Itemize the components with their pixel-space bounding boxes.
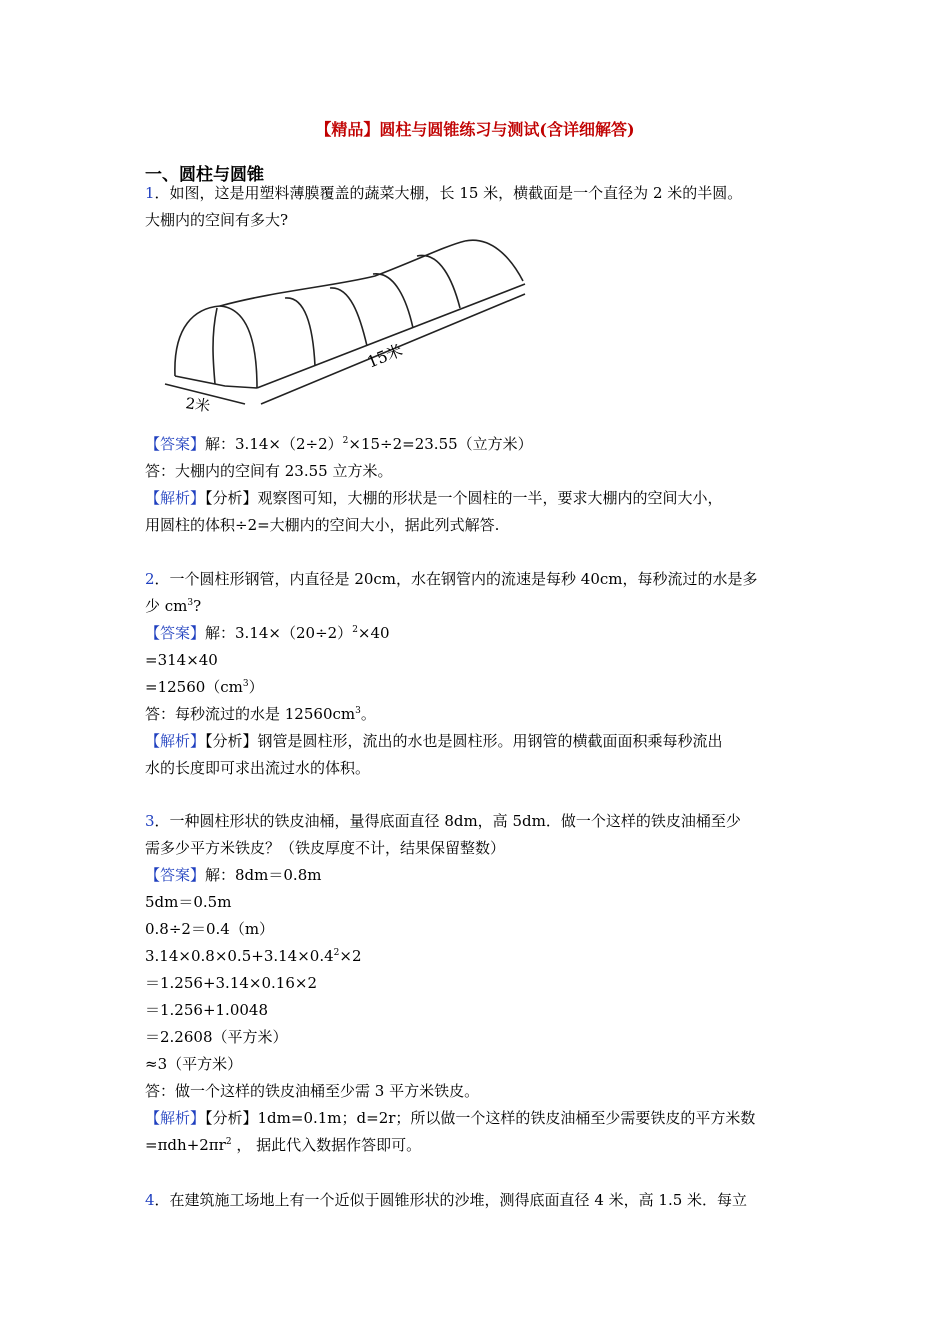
q3-ana-b1: =πdh+2πr [145, 1136, 226, 1154]
q2-l4b: 。 [360, 705, 376, 723]
q3-answer-line [145, 865, 321, 885]
greenhouse-figure [145, 236, 530, 416]
q3-calc-line-4 [145, 946, 362, 966]
q1-text-line-2: 大棚内的空间有多大? [145, 211, 289, 229]
q3-calc-line-6: ＝1.256+1.0048 [145, 1001, 268, 1019]
q3-calc-line-9: 答：做一个这样的铁皮油桶至少需 3 平方米铁皮。 [145, 1082, 480, 1100]
q2-calc-line-4 [145, 704, 376, 724]
q2-l3a: =12560（cm [145, 678, 243, 696]
q4-text-a: ．在建筑施工场地上有一个近似于圆锥形状的沙堆，测得底面直径 4 米，高 1.5 米．每立 [154, 1191, 748, 1209]
q4-number: 4 [145, 1191, 155, 1209]
q2-text-b2: ? [193, 597, 202, 615]
q3-text-a: ．一种圆柱形状的铁皮油桶，量得底面直径 8dm，高 5dm．做一个这样的铁皮油桶至少 [154, 812, 741, 830]
q3-calc-line-5: ＝1.256+3.14×0.16×2 [145, 974, 317, 992]
q4-text-line-1 [145, 1190, 747, 1210]
q1-number: 1 [145, 184, 155, 202]
q3-text-line-2: 需多少平方米铁皮？（铁皮厚度不计，结果保留整数） [145, 839, 506, 857]
q2-answer-line [145, 623, 390, 643]
q3-l4a: 3.14×0.8×0.5+3.14×0.4 [145, 947, 334, 965]
q3-calc-line-7: ＝2.2608（平方米） [145, 1028, 288, 1046]
q2-number: 2 [145, 570, 155, 588]
q2-text-line-2 [145, 596, 201, 616]
q3-analysis-line-2 [145, 1135, 421, 1155]
fig-length-label: 15米 [364, 340, 406, 372]
q2-ans-sup: 2 [352, 625, 358, 635]
q2-calc-line-3 [145, 677, 264, 697]
q1-analysis-line-2: 用圆柱的体积÷2=大棚内的空间大小，据此列式解答. [145, 516, 500, 534]
q3-calc-line-2: 5dm＝0.5m [145, 893, 232, 911]
q3-ana-b-sup: 2 [225, 1137, 232, 1147]
q2-l3b: ） [248, 678, 264, 696]
q1-text-a: ．如图，这是用塑料薄膜覆盖的蔬菜大棚，长 15 米，横截面是一个直径为 2 米的半圆。 [154, 184, 743, 202]
q1-analysis-line-1 [145, 488, 723, 508]
analysis-tag: 【解析】 [145, 732, 206, 750]
q2-l4sup: 3 [355, 706, 361, 716]
q2-ans-b: ×40 [357, 624, 390, 642]
answer-tag: 【答案】 [145, 435, 206, 453]
answer-tag: 【答案】 [145, 866, 206, 884]
q3-analysis-line-1 [145, 1108, 755, 1128]
document-title: 【精品】圆柱与圆锥练习与测试(含详细解答) [315, 120, 635, 139]
q3-ans-a: 解：8dm＝0.8m [205, 866, 322, 884]
q3-calc-line-8: ≈3（平方米） [145, 1055, 243, 1073]
q1-text-line-1 [145, 183, 742, 203]
q2-ans-a: 解：3.14×（20÷2） [205, 624, 353, 642]
q3-l4b: ×2 [339, 947, 362, 965]
q2-ana-a: 【分析】钢管是圆柱形，流出的水也是圆柱形。用钢管的横截面面积乘每秒流出 [205, 732, 723, 750]
q2-analysis-line-1 [145, 731, 723, 751]
q3-l4sup: 2 [333, 948, 340, 958]
analysis-tag: 【解析】 [145, 1109, 206, 1127]
section-heading: 一、圆柱与圆锥 [145, 165, 264, 185]
q1-answer-line [145, 434, 533, 454]
q1-ana-a: 【分析】观察图可知，大棚的形状是一个圆柱的一半，要求大棚内的空间大小， [205, 489, 723, 507]
q2-l4a: 答：每秒流过的水是 12560cm [145, 705, 356, 723]
answer-tag: 【答案】 [145, 624, 206, 642]
q3-number: 3 [145, 812, 155, 830]
q2-text-b-sup: 3 [187, 598, 194, 608]
analysis-tag: 【解析】 [145, 489, 206, 507]
q2-l3sup: 3 [242, 679, 249, 689]
q1-answer-line-2: 答：大棚内的空间有 23.55 立方米。 [145, 462, 393, 480]
q3-ana-b2: ， 据此代入数据作答即可。 [231, 1136, 422, 1154]
q3-calc-line-3: 0.8÷2＝0.4（m） [145, 920, 275, 938]
q1-ans-a: 解：3.14×（2÷2） [205, 435, 343, 453]
fig-diameter-label: 2米 [184, 394, 212, 416]
q1-ans-b: ×15÷2=23.55（立方米） [348, 435, 533, 453]
q3-ana-a: 【分析】1dm=0.1m；d=2r；所以做一个这样的铁皮油桶至少需要铁皮的平方米数 [205, 1109, 756, 1127]
q2-text-line-1 [145, 569, 758, 589]
q2-analysis-line-2: 水的长度即可求出流过水的体积。 [145, 759, 371, 777]
q3-text-line-1 [145, 811, 741, 831]
q2-calc-line-2: =314×40 [145, 651, 218, 669]
q2-text-b1: 少 cm [145, 597, 188, 615]
q2-text-a: ．一个圆柱形钢管，内直径是 20cm，水在钢管内的流速是每秒 40cm，每秒流过的水是多 [154, 570, 758, 588]
q1-ans-sup: 2 [342, 436, 349, 446]
